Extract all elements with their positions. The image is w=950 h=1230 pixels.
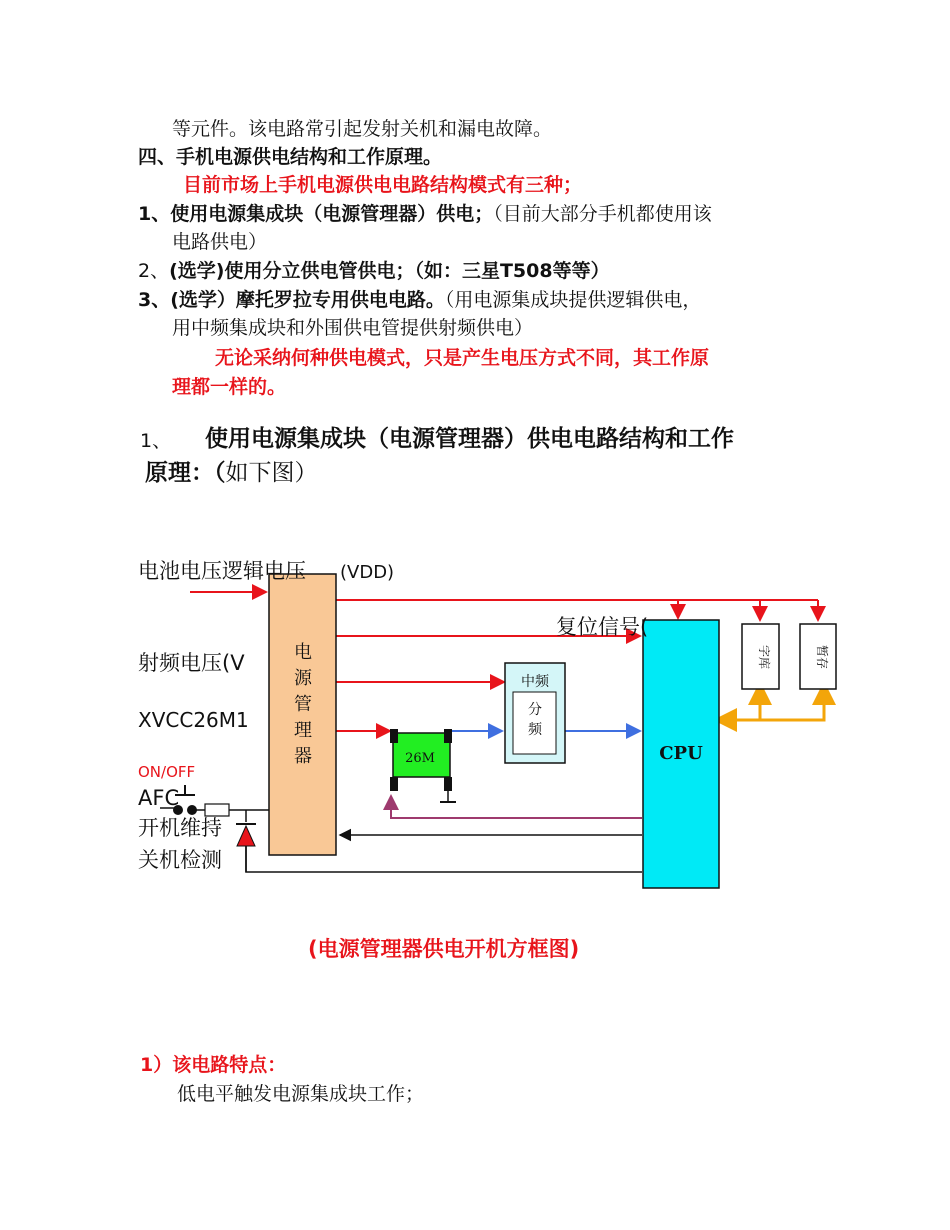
divider-char-2: 频 bbox=[528, 722, 542, 738]
battery-voltage-label: 电池电压逻辑电压 bbox=[138, 559, 306, 583]
mode-3-title: 3、(选学）摩托罗拉专用供电电路。 bbox=[138, 289, 445, 311]
intro-text: 目前市场上手机电源供电电路结构模式有三种； bbox=[183, 174, 583, 196]
diagram-caption: (电源管理器供电开机方框图) bbox=[308, 937, 580, 961]
note-line-1: 无论采纳何种供电模式，只是产生电压方式不同，其工作原 bbox=[215, 347, 710, 369]
mode-2-number: 2、 bbox=[138, 260, 170, 282]
features-title: 1）该电路特点： bbox=[140, 1054, 287, 1076]
subsection-number: 1、 bbox=[140, 430, 172, 452]
afc-feedback-line bbox=[391, 796, 642, 818]
feature-1: 低电平触发电源集成块工作； bbox=[177, 1083, 425, 1105]
font-rom-label: 字库 bbox=[757, 644, 771, 670]
pmic-char-4: 理 bbox=[294, 720, 312, 741]
pmic-char-5: 器 bbox=[294, 746, 312, 767]
subsection-title-2-bold: 原理：（ bbox=[145, 460, 226, 486]
mode-3-cont: 用中频集成块和外围供电管提供射频供电） bbox=[172, 317, 534, 339]
mode-1-title: 、使用电源集成块（电源管理器）供电； bbox=[151, 203, 494, 225]
resistor bbox=[205, 804, 229, 816]
afc-label: AFC bbox=[138, 786, 180, 810]
pmic-char-3: 管 bbox=[294, 694, 312, 715]
off-detect-label: 关机检测 bbox=[138, 848, 222, 872]
reset-signal-label: 复位信号( bbox=[556, 615, 649, 639]
ram-label: 暂存 bbox=[815, 644, 829, 670]
cpu-label: CPU bbox=[659, 743, 703, 764]
mode-1-cont: 电路供电） bbox=[172, 231, 268, 253]
subsection-title: 使用电源集成块（电源管理器）供电电路结构和工作 bbox=[205, 426, 734, 452]
mode-2-title: (选学)使用分立供电管供电；（如：三星T508等等） bbox=[169, 260, 610, 282]
section-heading-4: 四、手机电源供电结构和工作原理。 bbox=[138, 146, 443, 168]
mode-1-note: （目前大部分手机都使用该 bbox=[493, 203, 712, 225]
vdd-suffix-label: (VDD) bbox=[340, 562, 395, 583]
mode-3-note: （用电源集成块提供逻辑供电， bbox=[444, 289, 702, 311]
memory-bus bbox=[760, 693, 824, 720]
xvcc-label: XVCC26M1 bbox=[138, 708, 249, 732]
note-line-2: 理都一样的。 bbox=[172, 376, 287, 398]
pmic-char-1: 电 bbox=[294, 642, 312, 663]
rf-voltage-label: 射频电压(V bbox=[138, 651, 245, 675]
pmic-char-2: 源 bbox=[294, 668, 312, 689]
subsection-title-2-note: 如下图） bbox=[225, 460, 318, 486]
keep-on-label: 开机维持 bbox=[138, 816, 222, 840]
text-line-1: 等元件。该电路常引起发射关机和漏电故障。 bbox=[172, 118, 553, 140]
onoff-label: ON/OFF bbox=[138, 763, 196, 781]
divider-char-1: 分 bbox=[528, 702, 542, 718]
if-label: 中频 bbox=[521, 674, 549, 690]
mode-1-number: 1 bbox=[138, 203, 152, 225]
osc-26m-label: 26M bbox=[405, 751, 435, 766]
diode-symbol bbox=[237, 826, 255, 846]
